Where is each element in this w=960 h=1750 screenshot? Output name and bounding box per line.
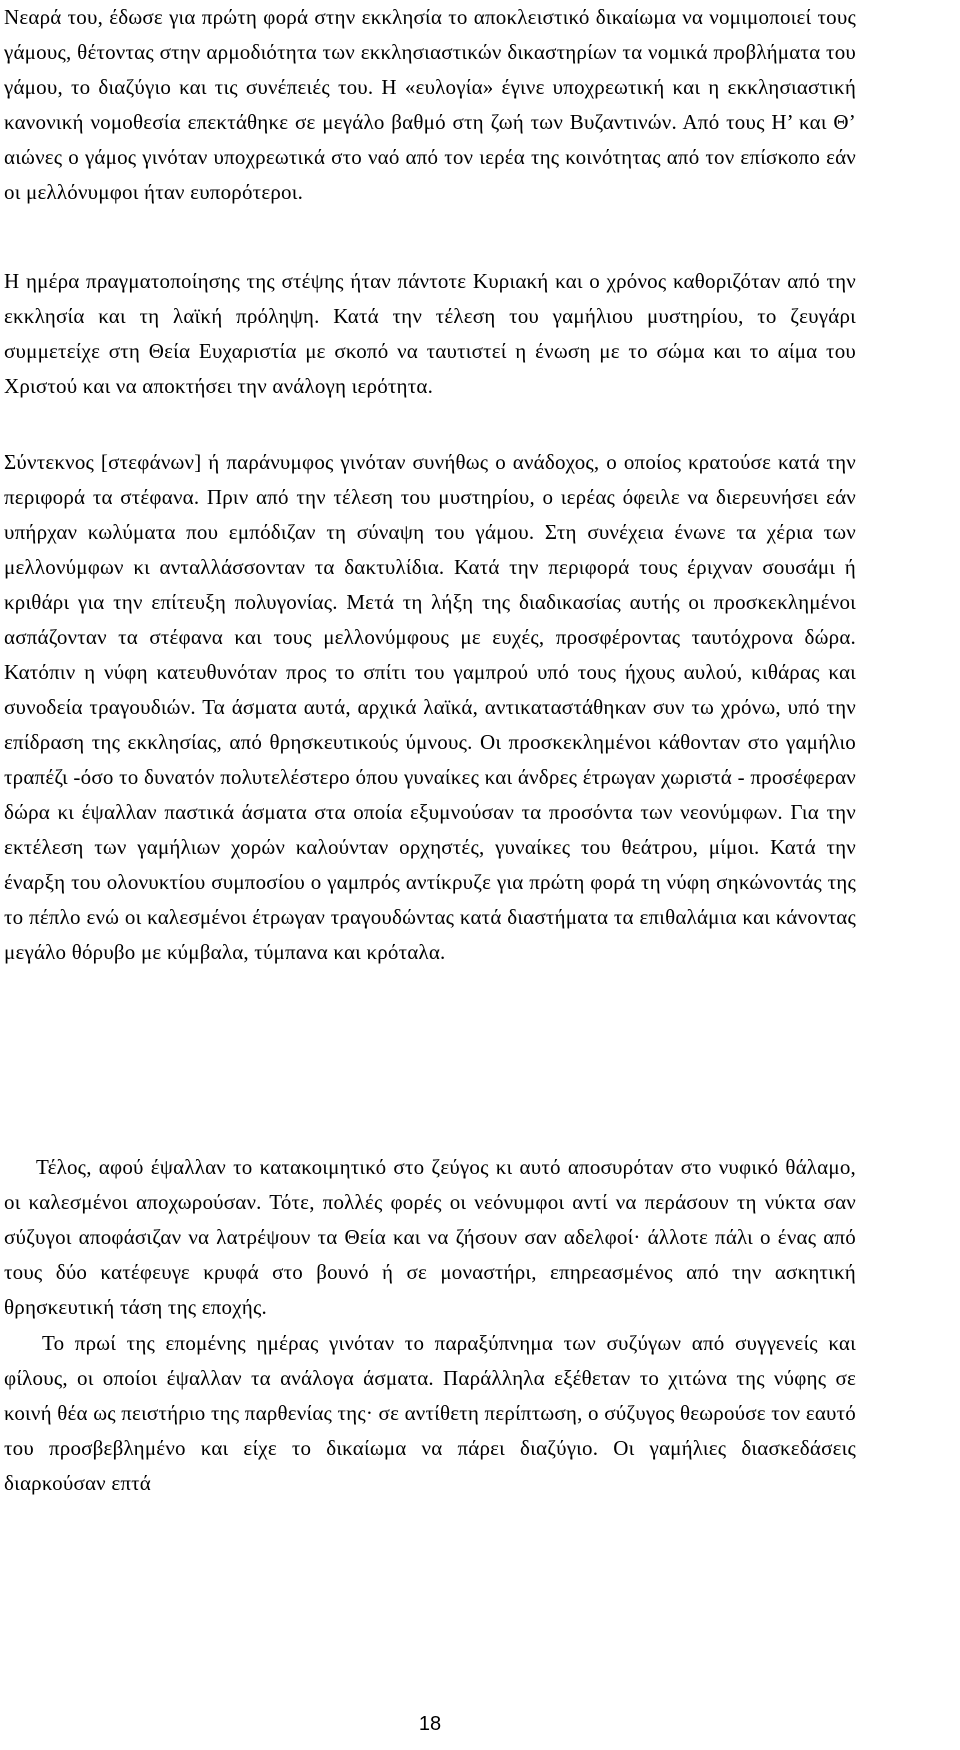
paragraph-3: Σύντεκνος [στεφάνων] ή παράνυμφος γινόταν συνήθως ο ανάδοχος, ο οποίος κρατούσε κατά την περιφορά τα στέφανα. Πριν από την τέλεση του μυστηρίου, ο ιερέας όφειλε να διερευνήσει εάν υπήρχαν κωλύματα που εμπόδιζαν τη σύναψη του γάμου. Στη συνέχεια ένωνε τα χέρια των μελλονύμφων κι ανταλλάσσονταν τα δακτυλίδια. Κατά την περιφορά τους έριχναν σουσάμι ή κριθάρι για την επίτευξη πολυγονίας. Μετά τη λήξη της διαδικασίας αυτής οι προσκεκλημένοι ασπάζονταν τα στέφανα και τους μελλονύμφους με ευχές, προσφέροντας ταυτόχρονα δώρα. Κατόπιν η νύφη κατευθυνόταν προς το σπίτι του γαμπρού υπό τους ήχους αυλού, κιθάρας και συνοδεία τραγουδιών. Τα άσματα αυτά, αρχικά λαϊκά, αντικαταστάθηκαν συν τω χρόνω, υπό την επίδραση της εκκλησίας, από θρησκευτικούς ύμνους. Οι προσκεκλημένοι κάθονταν στο γαμήλιο τραπέζι -όσο το δυνατόν πολυτελέστερο όπου γυναίκες και άνδρες έτρωγαν χωριστά - προσέφεραν δώρα κι έψαλλαν παστικά άσματα στα οποία εξυμνούσαν τα προσόντα των νεονύμφων. Για την εκτέλεση των γαμήλιων χορών καλούνταν ορχηστές, γυναίκες του θεάτρου, μίμοι. Κατά την έναρξη του ολονυκτίου συμποσίου ο γαμπρός αντίκρυζε για πρώτη φορά τη νύφη σηκώνοντάς της το πέπλο ενώ οι καλεσμένοι έτρωγαν τραγουδώντας κατά διαστήματα τα επιθαλάμια και κάνοντας μεγάλο θόρυβο με κύμβαλα, τύμπανα και κρόταλα. xyxy=(4,450,856,964)
page-number: 18 xyxy=(418,1713,442,1735)
paragraph-1: Νεαρά του, έδωσε για πρώτη φορά στην εκκλησία το αποκλειστικό δικαίωμα να νομιμοποιεί τους γάμους, θέτοντας στην αρμοδιότητα των εκκλησιαστικών δικαστηρίων τα νομικά προβλήματα του γάμου, το διαζύγιο και τις συνέπειές του. Η «ευλογία» έγινε υποχρεωτική και η εκκλησιαστική κανονική νομοθεσία επεκτάθηκε σε μεγάλο βαθμό στη ζωή των Βυζαντινών. Από τους Η’ και Θ’ αιώνες ο γάμος γινόταν υποχρεωτικά στο ναό από τον ιερέα της κοινότητας από τον επίσκοπο εάν οι μελλόνυμφοι ήταν ευπορότεροι. xyxy=(4,5,856,204)
paragraph-4: Τέλος, αφού έψαλλαν το κατακοιμητικό στο ζεύγος κι αυτό αποσυρόταν στο νυφικό θάλαμο, οι καλεσμένοι αποχωρούσαν. Τότε, πολλές φορές οι νεόνυμφοι αντί να περάσουν τη νύκτα σαν σύζυγοι αποφάσιζαν να λατρέψουν τα Θεία και να ζήσουν σαν αδελφοί· άλλοτε πάλι ο ένας από τους δύο κατέφευγε κρυφά στο βουνό ή σε μοναστήρι, επηρεασμένος από την ασκητική θρησκευτική τάση της εποχής. xyxy=(4,1155,856,1319)
paragraph-2: Η ημέρα πραγματοποίησης της στέψης ήταν πάντοτε Κυριακή και ο χρόνος καθοριζόταν από την εκκλησία και τη λαϊκή πρόληψη. Κατά την τέλεση του γαμήλιου μυστηρίου, το ζευγάρι συμμετείχε στη Θεία Ευχαριστία με σκοπό να ταυτιστεί η ένωση με το σώμα και το αίμα του Χριστού και να αποκτήσει την ανάλογη ιερότητα. xyxy=(4,269,856,398)
paragraph-5: Το πρωί της επομένης ημέρας γινόταν το παραξύπνημα των συζύγων από συγγενείς και φίλους, οι οποίοι έψαλλαν τα ανάλογα άσματα. Παράλληλα εξέθεταν το χιτώνα της νύφης σε κοινή θέα ως πειστήριο της παρθενίας της· σε αντίθετη περίπτωση, ο σύζυγος θεωρούσε τον εαυτό του προσβεβλημένο και είχε το δικαίωμα να πάρει διαζύγιο. Οι γαμήλιες διασκεδάσεις διαρκούσαν επτά xyxy=(4,1331,856,1495)
